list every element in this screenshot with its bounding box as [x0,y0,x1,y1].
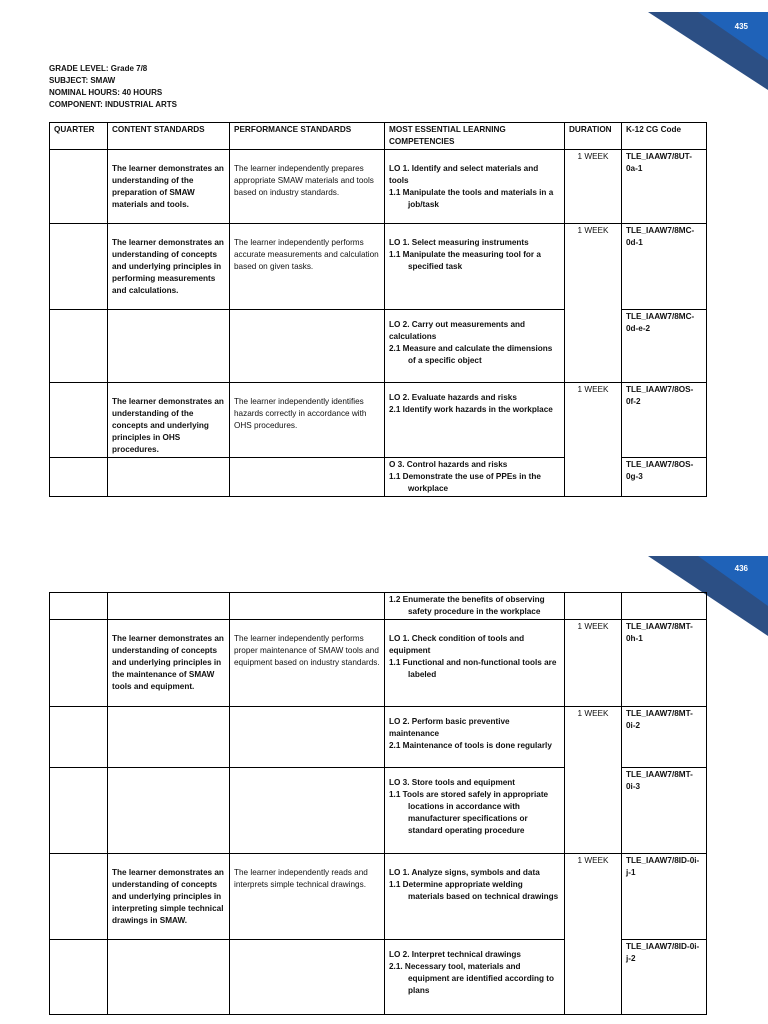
sub-competency: 1.2 Enumerate the benefits of observing safety procedure in the workplace [389,595,545,616]
performance-standard: The learner independently performs proper maintenance of SMAW tools and equipment based on industry standards. [230,620,385,707]
competency [385,383,565,458]
performance-standard [230,768,385,854]
col-header-content: CONTENT STANDARDS [108,123,230,150]
cg-code: TLE_IAAW7/8OS-0f-2 [622,383,707,458]
sub-competency: 1.1 Manipulate the tools and materials in a job/task [389,188,554,209]
col-header-quarter: QUARTER [50,123,108,150]
table-row [50,593,707,620]
cg-code: TLE_IAAW7/8MC-0d-1 [622,224,707,310]
sub-competency: 1.1 Tools are stored safely in appropriate locations in accordance with manufacturer specifications or standard operating procedure [389,790,549,835]
performance-standard [230,707,385,768]
performance-standard [230,593,385,620]
content-standard: The learner demonstrates an understanding of concepts and underlying principles in interpreting simple technical drawings in SMAW. [108,854,230,940]
content-standard: The learner demonstrates an understanding of concepts and underlying principles in performing measurements and calculations. [108,224,230,310]
duration: 1 WEEK [565,620,622,707]
table-row [50,150,707,224]
content-standard [108,707,230,768]
cg-code: TLE_IAAW7/8MT-0i-3 [622,768,707,854]
performance-standard [230,940,385,1015]
learning-outcome: LO 2. Carry out measurements and calculations [389,320,526,341]
content-standard [108,593,230,620]
learning-outcome: LO 1. Identify and select materials and tools [389,164,539,185]
col-header-duration: DURATION [565,123,622,150]
table-row [50,707,707,768]
col-header-code: K-12 CG Code [622,123,707,150]
performance-standard: The learner independently identifies hazards correctly in accordance with OHS procedures. [230,383,385,458]
duration: 1 WEEK [565,383,622,497]
sub-competency: 2.1 Identify work hazards in the workplace [389,405,553,414]
sub-competency: 1.1 Manipulate the measuring tool for a specified task [389,250,541,271]
curriculum-table [49,592,707,1015]
learning-outcome: LO 1. Analyze signs, symbols and data [389,868,540,877]
cg-code [622,593,707,620]
quarter-cell [50,620,108,707]
cg-code: TLE_IAAW7/8OS-0g-3 [622,458,707,497]
performance-standard: The learner independently reads and interprets simple technical drawings. [230,854,385,940]
learning-outcome: O 3. Control hazards and risks [389,460,508,469]
quarter-cell [50,383,108,458]
quarter-cell [50,768,108,854]
table-header-row [50,123,707,150]
duration: 1 WEEK [565,150,622,224]
competency [385,854,565,940]
duration: 1 WEEK [565,707,622,854]
table-row [50,224,707,310]
sub-competency: 1.1 Demonstrate the use of PPEs in the workplace [389,472,541,493]
sub-competency: 1.1 Functional and non-functional tools are labeled [389,658,557,679]
quarter-cell [50,593,108,620]
competency [385,620,565,707]
sub-competency: 2.1 Measure and calculate the dimensions of a specific object [389,344,553,365]
quarter-cell [50,458,108,497]
quarter-cell [50,707,108,768]
competency [385,310,565,383]
cg-code: TLE_IAAW7/8MC-0d-e-2 [622,310,707,383]
learning-outcome: LO 2. Interpret technical drawings [389,950,521,959]
competency [385,707,565,768]
content-standard [108,458,230,497]
document-header [49,63,177,111]
performance-standard: The learner independently performs accurate measurements and calculation based on given tasks. [230,224,385,310]
content-standard [108,768,230,854]
duration [565,593,622,620]
competency [385,593,565,620]
col-header-performance: PERFORMANCE STANDARDS [230,123,385,150]
cg-code: TLE_IAAW7/8UT-0a-1 [622,150,707,224]
page-436 [0,512,768,1024]
quarter-cell [50,310,108,383]
nominal-hours: NOMINAL HOURS: 40 HOURS [49,88,163,97]
competency [385,940,565,1015]
sub-competency: 2.1 Maintenance of tools is done regularly [389,741,552,750]
competency [385,458,565,497]
content-standard: The learner demonstrates an understanding of the preparation of SMAW materials and tools. [108,150,230,224]
quarter-cell [50,150,108,224]
subject: SUBJECT: SMAW [49,76,116,85]
duration: 1 WEEK [565,854,622,1015]
learning-outcome: LO 2. Perform basic preventive maintenance [389,717,510,738]
page-number: 435 [734,22,748,31]
learning-outcome: LO 2. Evaluate hazards and risks [389,393,517,402]
content-standard: The learner demonstrates an understanding of the concepts and underlying principles in OHS procedures. [108,383,230,458]
quarter-cell [50,224,108,310]
competency [385,150,565,224]
content-standard [108,310,230,383]
duration: 1 WEEK [565,224,622,383]
content-standard: The learner demonstrates an understanding of concepts and underlying principles in the maintenance of SMAW tools and equipment. [108,620,230,707]
content-standard [108,940,230,1015]
cg-code: TLE_IAAW7/8MT-0i-2 [622,707,707,768]
performance-standard [230,458,385,497]
table-row [50,383,707,458]
learning-outcome: LO 3. Store tools and equipment [389,778,516,787]
competency [385,768,565,854]
corner-decoration [608,0,768,90]
curriculum-table [49,122,707,497]
page-number: 436 [734,564,748,573]
grade-level: GRADE LEVEL: Grade 7/8 [49,64,148,73]
col-header-competencies: MOST ESSENTIAL LEARNING COMPETENCIES [385,123,565,150]
performance-standard: The learner independently prepares appropriate SMAW materials and tools based on industry standards. [230,150,385,224]
cg-code: TLE_IAAW7/8MT-0h-1 [622,620,707,707]
quarter-cell [50,940,108,1015]
sub-competency: 2.1. Necessary tool, materials and equipment are identified according to plans [389,962,555,995]
quarter-cell [50,854,108,940]
table-row [50,854,707,940]
table-row [50,620,707,707]
performance-standard [230,310,385,383]
learning-outcome: LO 1. Check condition of tools and equipment [389,634,525,655]
sub-competency: 1.1 Determine appropriate welding materials based on technical drawings [389,880,559,901]
cg-code: TLE_IAAW7/8ID-0i-j-2 [622,940,707,1015]
competency [385,224,565,310]
learning-outcome: LO 1. Select measuring instruments [389,238,529,247]
cg-code: TLE_IAAW7/8ID-0i-j-1 [622,854,707,940]
component: COMPONENT: INDUSTRIAL ARTS [49,100,177,109]
